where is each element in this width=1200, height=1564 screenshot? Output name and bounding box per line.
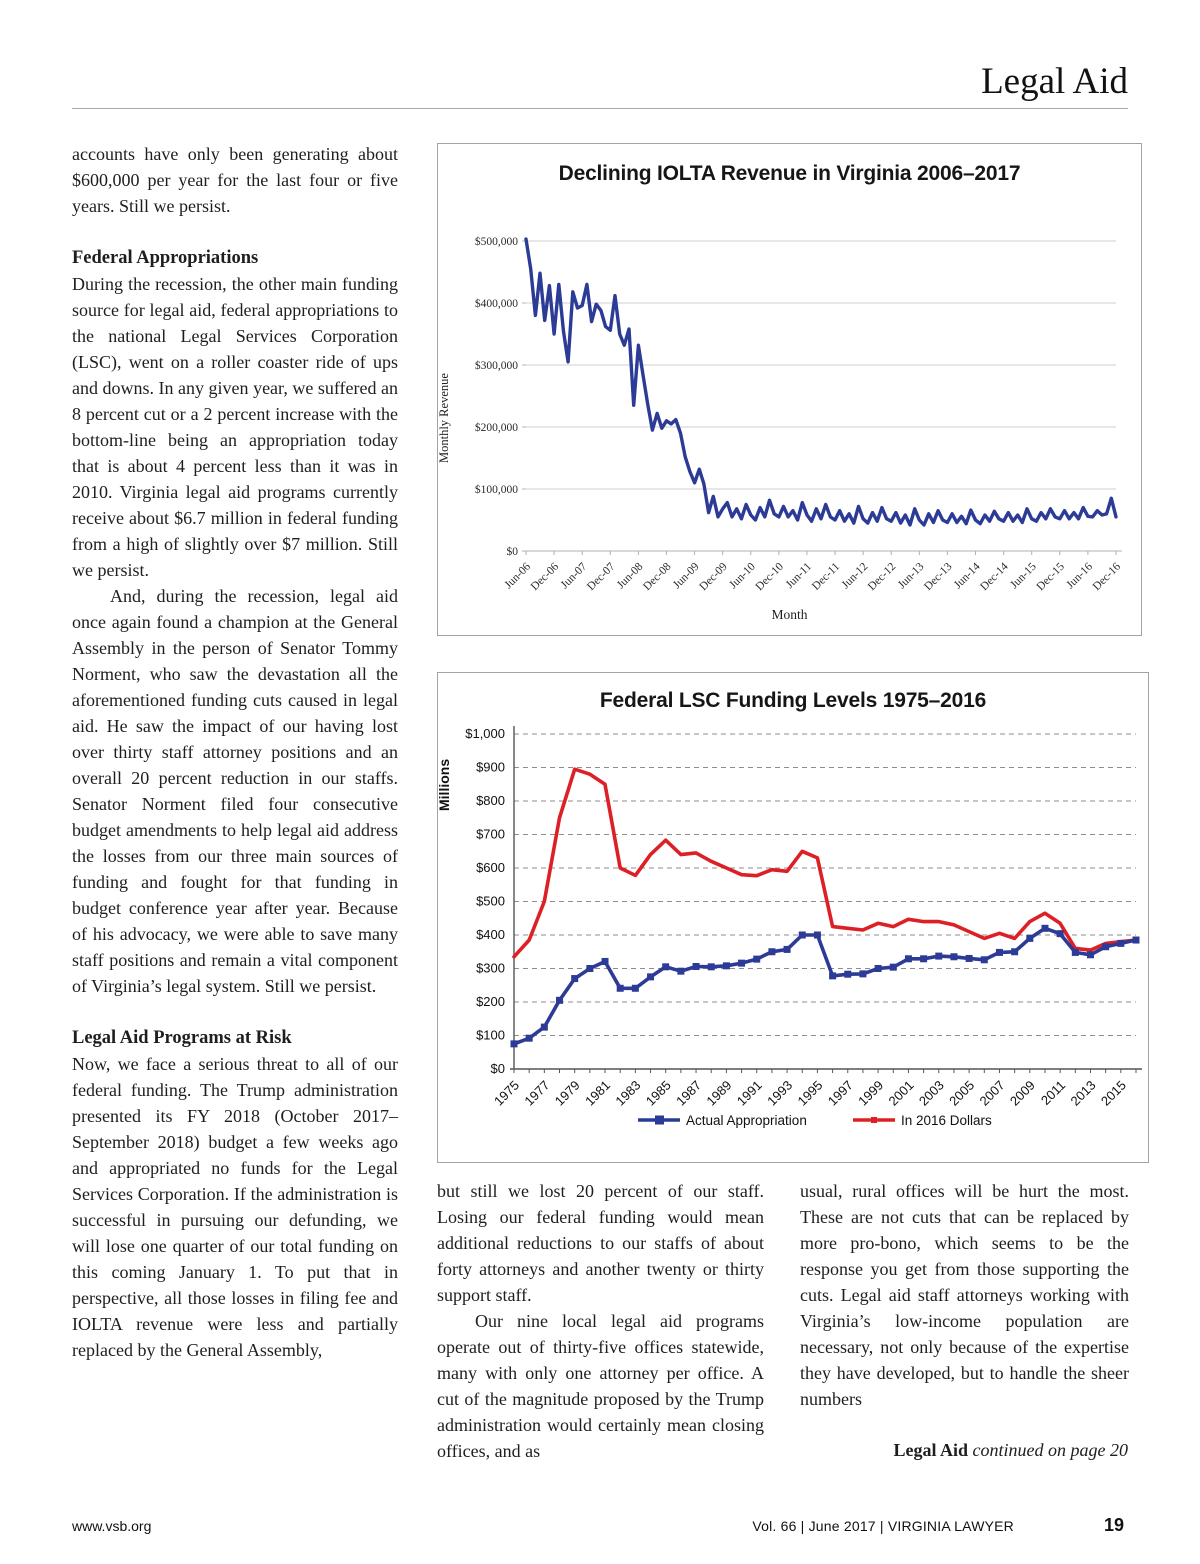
svg-text:Jun-12: Jun-12 [839,560,871,592]
continued-on-page-note [894,1440,1129,1461]
svg-text:Dec-11: Dec-11 [810,560,843,593]
svg-text:1975: 1975 [491,1077,523,1109]
svg-text:Jun-07: Jun-07 [558,560,590,592]
lsc-chart-plot [438,673,1148,1162]
svg-text:1991: 1991 [733,1077,765,1109]
iolta-chart-plot [438,144,1141,635]
svg-text:$200,000: $200,000 [474,422,518,434]
svg-text:2013: 2013 [1067,1077,1099,1109]
svg-text:1993: 1993 [764,1077,796,1109]
svg-text:1985: 1985 [642,1077,674,1109]
svg-text:$500,000: $500,000 [474,236,518,248]
header-rule [72,108,1128,109]
svg-text:$300: $300 [476,960,505,976]
svg-text:Dec-09: Dec-09 [697,560,730,594]
paragraph: Now, we face a serious threat to all of our federal funding. The Trump administration presented its FY 2018 (October 2017–September 2018) budget a few weeks ago and appropriated no funds for the Legal Services Corporation. If the administration is successful in pursuing our defunding, we will lose one quarter of our total funding on this coming January 1. To put that in perspective, all those losses in filing fee and IOLTA revenue were less and partially replaced by the General Assembly, [72,1054,398,1360]
svg-text:1989: 1989 [703,1077,735,1109]
lsc-funding-chart [437,672,1149,1163]
svg-text:$0: $0 [490,1061,505,1076]
paragraph: but still we lost 20 percent of our staff. Losing our federal funding would mean additional reductions to our staffs of about forty attorneys and another twenty or thirty support staff. [437,1181,764,1305]
svg-text:2005: 2005 [946,1077,978,1109]
svg-text:Jun-13: Jun-13 [895,560,927,592]
svg-text:2009: 2009 [1006,1077,1038,1109]
svg-text:$100,000: $100,000 [474,484,518,496]
svg-text:Jun-16: Jun-16 [1064,560,1096,592]
left-column [72,141,398,1363]
svg-text:1977: 1977 [521,1077,553,1109]
page-footer [0,1514,1200,1544]
svg-text:Jun-10: Jun-10 [727,560,758,592]
paragraph: usual, rural offices will be hurt the most. These are not cuts that can be replaced by more pro-bono, which seems to be the response you get from those supporting the cuts. Legal aid staff attorneys working with Virginia’s low-income population are necessary, not only because of the expertise they have developed, but to handle the sheer numbers [800,1181,1129,1409]
svg-text:$700: $700 [476,826,505,842]
svg-text:Dec-08: Dec-08 [641,560,674,594]
chart-title: Declining IOLTA Revenue in Virginia 2006–2017 [558,162,1021,185]
svg-text:Dec-13: Dec-13 [922,560,955,594]
svg-text:1997: 1997 [824,1077,856,1109]
chart-title: Federal LSC Funding Levels 1975–2016 [599,689,987,712]
right-column [800,1178,1129,1412]
svg-text:$100: $100 [476,1027,505,1043]
svg-text:Jun-06: Jun-06 [502,560,534,592]
x-axis-label: Month [771,607,808,622]
continued-note-text: continued on page 20 [972,1440,1128,1460]
svg-text:Dec-16: Dec-16 [1090,560,1124,594]
svg-text:Dec-14: Dec-14 [978,560,1011,594]
paragraph: Our nine local legal aid programs operate out of thirty-five offices statewide, many with only one attorney per office. A cut of the magnitude proposed by the Trump administration would certainly mean closing offices, and as [437,1311,764,1461]
svg-text:Jun-11: Jun-11 [783,560,815,591]
svg-text:Jun-08: Jun-08 [614,560,646,592]
page-header-title: Legal Aid [981,61,1128,102]
svg-text:2011: 2011 [1037,1077,1069,1108]
svg-text:2015: 2015 [1097,1077,1129,1109]
svg-text:2003: 2003 [915,1077,947,1109]
svg-text:Jun-15: Jun-15 [1008,560,1039,592]
svg-text:$900: $900 [476,759,505,775]
svg-text:1987: 1987 [673,1077,705,1109]
svg-text:1995: 1995 [794,1077,826,1109]
svg-text:$400: $400 [476,927,505,942]
svg-text:Dec-10: Dec-10 [753,560,786,594]
svg-text:$0: $0 [506,546,518,558]
middle-column [437,1178,764,1464]
svg-text:2001: 2001 [885,1077,917,1109]
svg-text:$400,000: $400,000 [474,298,518,310]
svg-text:In 2016 Dollars: In 2016 Dollars [901,1113,992,1128]
svg-text:$800: $800 [476,793,505,808]
svg-text:Jun-09: Jun-09 [671,560,702,592]
continued-article-name: Legal Aid [893,1440,969,1460]
svg-text:$500: $500 [476,893,505,909]
svg-text:Dec-12: Dec-12 [865,560,899,594]
y-axis-label: Millions [436,758,452,811]
section-heading-federal-appropriations: Federal Appropriations [72,248,259,268]
paragraph: And, during the recession, legal aid once again found a champion at the General Assembly in the person of Senator Tommy Norment, who saw the devastation all the aforementioned funding cuts caused in legal aid. He saw the impact of our having lost over thirty staff attorney positions and an overall 20 percent reduction in our staffs. Senator Norment filed four consecutive budget amendments to help legal aid address the losses from our three main sources of funding and fought for that funding in budget conference year after year. Because of his advocacy, we were able to save many staff positions and remain a vital component of Virginia’s legal system. Still we persist. [72,586,398,996]
svg-text:1999: 1999 [855,1077,887,1109]
svg-text:$600: $600 [476,860,505,875]
svg-text:1981: 1981 [582,1077,614,1109]
svg-text:$200: $200 [476,994,505,1009]
svg-text:Jun-14: Jun-14 [952,560,983,592]
svg-text:Dec-07: Dec-07 [584,560,618,594]
svg-text:Dec-15: Dec-15 [1034,560,1067,594]
section-heading-programs-at-risk: Legal Aid Programs at Risk [72,1028,292,1048]
svg-text:2007: 2007 [976,1077,1008,1109]
svg-text:$1,000: $1,000 [465,726,505,741]
svg-text:$300,000: $300,000 [474,360,518,372]
paragraph: accounts have only been generating about $600,000 per year for the last four or five years. Still we persist. [72,144,398,216]
iolta-revenue-chart [437,143,1142,636]
footer-page-number: 19 [1103,1515,1124,1535]
footer-issue-info: Vol. 66 | June 2017 | VIRGINIA LAWYER [752,1518,1014,1534]
svg-text:1983: 1983 [612,1077,644,1109]
footer-website: www.vsb.org [72,1518,152,1534]
paragraph: During the recession, the other main funding source for legal aid, federal appropriations to the national Legal Services Corporation (LSC), went on a roller coaster ride of ups and downs. In any given year, we suffered an 8 percent cut or a 2 percent increase with the bottom-line being an appropriation today that is about 4 percent less than it was in 2010. Virginia legal aid programs currently receive about $6.7 million in federal funding from a high of slightly over $7 million. Still we persist. [72,274,398,580]
svg-text:1979: 1979 [551,1077,583,1109]
y-axis-label: Monthly Revenue [437,373,451,463]
svg-text:Dec-06: Dec-06 [528,560,562,594]
svg-text:Actual Appropriation: Actual Appropriation [686,1113,807,1128]
